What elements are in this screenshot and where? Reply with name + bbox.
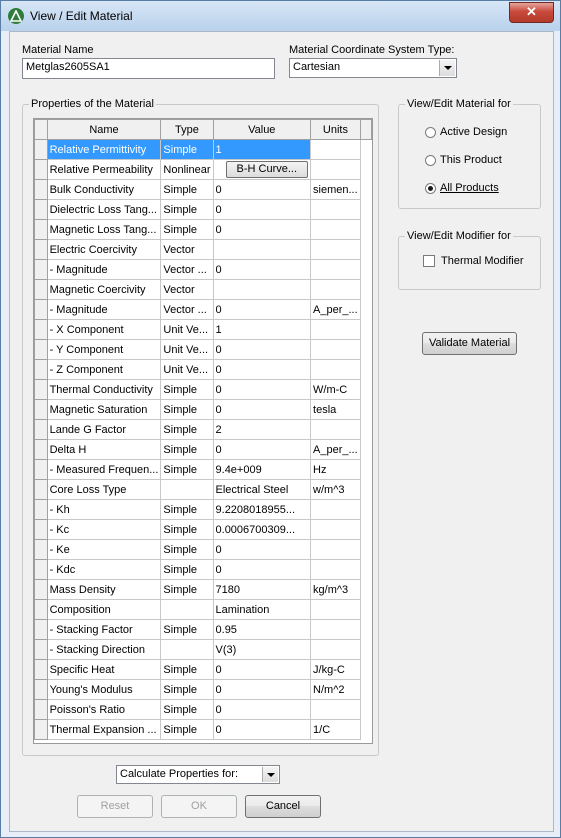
cell-name[interactable]: Electric Coercivity: [47, 240, 161, 260]
cell-type[interactable]: Simple: [161, 560, 213, 580]
cell-name[interactable]: Specific Heat: [47, 660, 161, 680]
cell-type[interactable]: Simple: [161, 440, 213, 460]
cell-type[interactable]: Simple: [161, 180, 213, 200]
property-row[interactable]: [35, 260, 372, 280]
row-selector[interactable]: [35, 520, 48, 540]
cell-value[interactable]: [213, 280, 311, 300]
property-row[interactable]: [35, 380, 372, 400]
row-selector[interactable]: [35, 500, 48, 520]
property-row[interactable]: [35, 480, 372, 500]
property-row[interactable]: [35, 300, 372, 320]
cell-name[interactable]: - Ke: [47, 540, 161, 560]
row-selector[interactable]: [35, 580, 48, 600]
property-row[interactable]: [35, 200, 372, 220]
row-selector[interactable]: [35, 140, 48, 160]
validate-material-button[interactable]: Validate Material: [422, 332, 517, 355]
cell-spacer: [360, 220, 371, 240]
cell-spacer: [360, 320, 371, 340]
thermal-modifier-label[interactable]: Thermal Modifier: [441, 255, 524, 267]
cell-units[interactable]: [311, 620, 361, 640]
row-selector[interactable]: [35, 360, 48, 380]
cell-spacer: [360, 460, 371, 480]
cell-type[interactable]: Simple: [161, 140, 213, 160]
cell-name[interactable]: Bulk Conductivity: [47, 180, 161, 200]
cell-units[interactable]: W/m-C: [311, 380, 361, 400]
cell-spacer: [360, 340, 371, 360]
cell-type[interactable]: Vector: [161, 280, 213, 300]
property-row[interactable]: [35, 580, 372, 600]
cell-type[interactable]: Vector: [161, 240, 213, 260]
cell-name[interactable]: Relative Permittivity: [47, 140, 161, 160]
cell-type[interactable]: Simple: [161, 220, 213, 240]
cell-value[interactable]: 0: [213, 700, 311, 720]
row-selector[interactable]: [35, 440, 48, 460]
property-row[interactable]: [35, 520, 372, 540]
cell-type[interactable]: Simple: [161, 400, 213, 420]
cell-units[interactable]: [311, 600, 361, 620]
property-row[interactable]: [35, 640, 372, 660]
cell-units[interactable]: Hz: [311, 460, 361, 480]
cell-type[interactable]: Unit Ve...: [161, 340, 213, 360]
property-row[interactable]: [35, 440, 372, 460]
material-name-label: Material Name: [22, 44, 94, 56]
window-title: View / Edit Material: [30, 9, 133, 23]
property-row[interactable]: [35, 400, 372, 420]
cell-spacer: [360, 260, 371, 280]
row-selector[interactable]: [35, 320, 48, 340]
row-selector[interactable]: [35, 560, 48, 580]
cell-value[interactable]: V(3): [213, 640, 311, 660]
cell-name[interactable]: Thermal Conductivity: [47, 380, 161, 400]
property-row[interactable]: [35, 240, 372, 260]
cell-spacer: [360, 660, 371, 680]
property-row[interactable]: [35, 220, 372, 240]
cell-name[interactable]: - Magnitude: [47, 260, 161, 280]
cell-units[interactable]: siemen...: [311, 180, 361, 200]
cell-value[interactable]: 2: [213, 420, 311, 440]
cell-units[interactable]: 1/C: [311, 720, 361, 740]
cell-units[interactable]: A_per_...: [311, 300, 361, 320]
cell-spacer: [360, 300, 371, 320]
cell-name[interactable]: Lande G Factor: [47, 420, 161, 440]
cell-spacer: [360, 400, 371, 420]
cell-name[interactable]: - Stacking Direction: [47, 640, 161, 660]
property-row[interactable]: [35, 660, 372, 680]
row-selector[interactable]: [35, 620, 48, 640]
cell-value[interactable]: 0.95: [213, 620, 311, 640]
property-row[interactable]: [35, 720, 372, 740]
cell-units[interactable]: tesla: [311, 400, 361, 420]
cell-value[interactable]: 1: [213, 140, 311, 160]
radio-active-design[interactable]: [425, 127, 436, 138]
cancel-button[interactable]: Cancel: [245, 795, 321, 818]
row-selector[interactable]: [35, 540, 48, 560]
cell-units[interactable]: A_per_...: [311, 440, 361, 460]
property-row[interactable]: [35, 600, 372, 620]
cell-spacer: [360, 720, 371, 740]
cell-type[interactable]: Simple: [161, 660, 213, 680]
properties-grid: [34, 119, 372, 740]
cell-name[interactable]: Thermal Expansion ...: [47, 720, 161, 740]
row-selector[interactable]: [35, 280, 48, 300]
coord-system-select[interactable]: [289, 58, 457, 78]
cell-type[interactable]: Unit Ve...: [161, 320, 213, 340]
cell-type[interactable]: Simple: [161, 700, 213, 720]
cell-spacer: [360, 360, 371, 380]
coord-system-value: Cartesian: [293, 61, 341, 73]
cell-units[interactable]: w/m^3: [311, 480, 361, 500]
cell-name[interactable]: Mass Density: [47, 580, 161, 600]
cell-units[interactable]: [311, 200, 361, 220]
radio-all-products-label[interactable]: All Products: [440, 182, 499, 194]
cell-spacer: [360, 540, 371, 560]
cell-name[interactable]: Composition: [47, 600, 161, 620]
property-row[interactable]: [35, 460, 372, 480]
cell-units[interactable]: [311, 520, 361, 540]
property-row[interactable]: [35, 620, 372, 640]
cell-value[interactable]: 9.4e+009: [213, 460, 311, 480]
calculate-properties-select[interactable]: [116, 765, 280, 784]
cell-type[interactable]: Simple: [161, 580, 213, 600]
cell-value[interactable]: 0: [213, 300, 311, 320]
cell-type[interactable]: Simple: [161, 200, 213, 220]
cell-value[interactable]: 7180: [213, 580, 311, 600]
cell-type[interactable]: Simple: [161, 520, 213, 540]
property-row[interactable]: [35, 680, 372, 700]
cell-type[interactable]: Simple: [161, 680, 213, 700]
ansys-logo-icon: [8, 8, 24, 24]
cell-type[interactable]: Unit Ve...: [161, 360, 213, 380]
reset-button[interactable]: Reset: [77, 795, 153, 818]
ok-button[interactable]: OK: [161, 795, 237, 818]
cell-spacer: [360, 200, 371, 220]
cell-type[interactable]: Simple: [161, 620, 213, 640]
coord-system-label: Material Coordinate System Type:: [289, 44, 455, 56]
cell-name[interactable]: - Measured Frequen...: [47, 460, 161, 480]
row-selector[interactable]: [35, 200, 48, 220]
cell-units[interactable]: [311, 260, 361, 280]
cell-name[interactable]: Magnetic Coercivity: [47, 280, 161, 300]
close-button[interactable]: [509, 2, 554, 23]
cell-spacer: [360, 420, 371, 440]
cell-units[interactable]: [311, 240, 361, 260]
thermal-modifier-checkbox[interactable]: [423, 255, 435, 267]
cell-value[interactable]: 0: [213, 560, 311, 580]
cell-type[interactable]: Simple: [161, 460, 213, 480]
property-row[interactable]: [35, 540, 372, 560]
cell-spacer: [360, 680, 371, 700]
cell-units[interactable]: [311, 140, 361, 160]
cell-type[interactable]: Vector ...: [161, 260, 213, 280]
cell-value[interactable]: 0: [213, 260, 311, 280]
row-selector[interactable]: [35, 400, 48, 420]
cell-value[interactable]: Electrical Steel: [213, 480, 311, 500]
cell-units[interactable]: [311, 700, 361, 720]
cell-spacer: [360, 560, 371, 580]
cell-type[interactable]: Simple: [161, 720, 213, 740]
column-header-name[interactable]: Name: [47, 120, 161, 140]
cell-type[interactable]: [161, 480, 213, 500]
cell-name[interactable]: - X Component: [47, 320, 161, 340]
title-bar[interactable]: [1, 1, 560, 31]
row-selector[interactable]: [35, 160, 48, 180]
cell-units[interactable]: [311, 220, 361, 240]
property-row[interactable]: [35, 420, 372, 440]
property-row[interactable]: [35, 500, 372, 520]
cell-value[interactable]: 0: [213, 720, 311, 740]
cell-name[interactable]: Delta H: [47, 440, 161, 460]
cell-type[interactable]: Vector ...: [161, 300, 213, 320]
row-selector[interactable]: [35, 220, 48, 240]
cell-type[interactable]: Simple: [161, 420, 213, 440]
cell-spacer: [360, 520, 371, 540]
property-row[interactable]: [35, 180, 372, 200]
property-row[interactable]: [35, 320, 372, 340]
row-selector[interactable]: [35, 460, 48, 480]
radio-all-products[interactable]: [425, 183, 436, 194]
row-selector[interactable]: [35, 680, 48, 700]
cell-value[interactable]: 0: [213, 680, 311, 700]
cell-type[interactable]: Nonlinear: [161, 160, 213, 180]
cell-name[interactable]: Magnetic Loss Tang...: [47, 220, 161, 240]
calculate-properties-value: Calculate Properties for:: [120, 768, 238, 780]
cell-value[interactable]: 0: [213, 200, 311, 220]
property-row[interactable]: [35, 560, 372, 580]
cell-name[interactable]: - Magnitude: [47, 300, 161, 320]
cell-value[interactable]: Lamination: [213, 600, 311, 620]
cell-name[interactable]: Magnetic Saturation: [47, 400, 161, 420]
radio-this-product[interactable]: [425, 155, 436, 166]
chevron-down-icon[interactable]: [439, 60, 455, 76]
cell-spacer: [360, 140, 371, 160]
property-row[interactable]: [35, 160, 372, 180]
cell-name[interactable]: - Kh: [47, 500, 161, 520]
cell-units[interactable]: N/m^2: [311, 680, 361, 700]
cell-units[interactable]: [311, 340, 361, 360]
row-selector[interactable]: [35, 180, 48, 200]
row-selector[interactable]: [35, 420, 48, 440]
view-edit-for-group: [398, 98, 541, 209]
cell-value[interactable]: [213, 160, 311, 180]
cell-name[interactable]: - Kc: [47, 520, 161, 540]
cell-spacer: [360, 600, 371, 620]
cell-spacer: [360, 500, 371, 520]
row-selector[interactable]: [35, 600, 48, 620]
cell-units[interactable]: [311, 640, 361, 660]
cell-value[interactable]: 0: [213, 400, 311, 420]
row-header-corner: [35, 120, 48, 140]
cell-units[interactable]: [311, 320, 361, 340]
cell-spacer: [360, 580, 371, 600]
cell-name[interactable]: Dielectric Loss Tang...: [47, 200, 161, 220]
column-header-type[interactable]: Type: [161, 120, 213, 140]
cell-spacer: [360, 240, 371, 260]
cell-spacer: [360, 280, 371, 300]
bh-curve-button[interactable]: B-H Curve...: [226, 161, 309, 178]
cell-name[interactable]: Poisson's Ratio: [47, 700, 161, 720]
cell-spacer: [360, 620, 371, 640]
cell-value[interactable]: 0.0006700309...: [213, 520, 311, 540]
row-selector[interactable]: [35, 340, 48, 360]
cell-units[interactable]: [311, 560, 361, 580]
cell-spacer: [360, 160, 371, 180]
cell-value[interactable]: 9.2208018955...: [213, 500, 311, 520]
cell-type[interactable]: Simple: [161, 500, 213, 520]
row-selector[interactable]: [35, 260, 48, 280]
cell-type[interactable]: [161, 640, 213, 660]
property-row[interactable]: [35, 140, 372, 160]
cell-name[interactable]: Core Loss Type: [47, 480, 161, 500]
cell-spacer: [360, 380, 371, 400]
cell-name[interactable]: - Y Component: [47, 340, 161, 360]
cell-name[interactable]: - Z Component: [47, 360, 161, 380]
cell-type[interactable]: Simple: [161, 540, 213, 560]
header-row: [35, 120, 372, 140]
row-selector[interactable]: [35, 300, 48, 320]
cell-value[interactable]: 0: [213, 660, 311, 680]
property-row[interactable]: [35, 700, 372, 720]
radio-this-product-label[interactable]: This Product: [440, 154, 502, 166]
row-selector[interactable]: [35, 660, 48, 680]
cell-spacer: [360, 180, 371, 200]
property-row[interactable]: [35, 360, 372, 380]
column-header-units[interactable]: Units: [311, 120, 361, 140]
radio-active-design-label[interactable]: Active Design: [440, 126, 508, 138]
properties-table[interactable]: [33, 118, 373, 744]
cell-value[interactable]: 0: [213, 540, 311, 560]
row-selector[interactable]: [35, 700, 48, 720]
column-header-value[interactable]: Value: [213, 120, 311, 140]
cell-value[interactable]: [213, 240, 311, 260]
cell-value[interactable]: 0: [213, 180, 311, 200]
cell-units[interactable]: [311, 160, 361, 180]
cell-name[interactable]: Relative Permeability: [47, 160, 161, 180]
modifier-group-title: View/Edit Modifier for: [407, 230, 511, 242]
cell-units[interactable]: [311, 540, 361, 560]
property-row[interactable]: [35, 280, 372, 300]
cell-value[interactable]: 0: [213, 360, 311, 380]
column-header-spacer: [360, 120, 371, 140]
row-selector[interactable]: [35, 240, 48, 260]
cell-value[interactable]: 1: [213, 320, 311, 340]
cell-value[interactable]: 0: [213, 340, 311, 360]
cell-units[interactable]: [311, 420, 361, 440]
cell-value[interactable]: 0: [213, 440, 311, 460]
cell-spacer: [360, 480, 371, 500]
view-edit-for-title: View/Edit Material for: [407, 98, 511, 110]
cell-name[interactable]: - Stacking Factor: [47, 620, 161, 640]
row-selector[interactable]: [35, 720, 48, 740]
modifier-group: [398, 230, 541, 290]
cell-spacer: [360, 700, 371, 720]
row-selector[interactable]: [35, 380, 48, 400]
cell-units[interactable]: [311, 280, 361, 300]
cell-name[interactable]: - Kdc: [47, 560, 161, 580]
dialog-client: [9, 31, 554, 832]
cell-spacer: [360, 440, 371, 460]
cell-name[interactable]: Young's Modulus: [47, 680, 161, 700]
row-selector[interactable]: [35, 480, 48, 500]
cell-value[interactable]: 0: [213, 380, 311, 400]
cell-type[interactable]: Simple: [161, 380, 213, 400]
cell-units[interactable]: [311, 360, 361, 380]
chevron-down-icon[interactable]: [262, 767, 278, 782]
material-name-input[interactable]: Metglas2605SA1: [22, 58, 275, 79]
cell-type[interactable]: [161, 600, 213, 620]
cell-units[interactable]: [311, 500, 361, 520]
cell-value[interactable]: 0: [213, 220, 311, 240]
cell-units[interactable]: kg/m^3: [311, 580, 361, 600]
cell-spacer: [360, 640, 371, 660]
close-icon: ✕: [526, 4, 537, 19]
properties-group-title: Properties of the Material: [31, 98, 154, 110]
property-row[interactable]: [35, 340, 372, 360]
row-selector[interactable]: [35, 640, 48, 660]
cell-units[interactable]: J/kg-C: [311, 660, 361, 680]
